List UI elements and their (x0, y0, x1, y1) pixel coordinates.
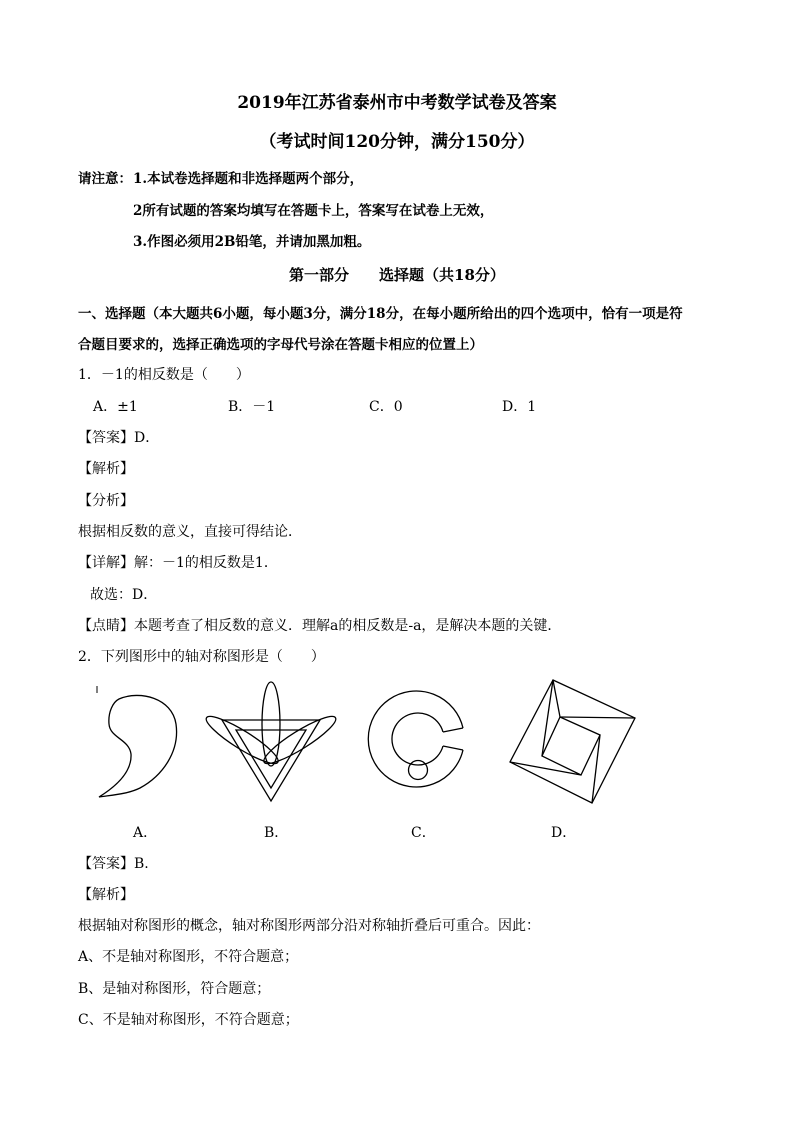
figure-label-b: B． (264, 825, 289, 841)
q2-analysis-label: 【解析】 (78, 887, 134, 903)
notice-item-1: 1.本试卷选择题和非选择题两个部分， (133, 171, 364, 187)
part-heading: 第一部分 选择题（共18分） (289, 266, 505, 284)
figure-c-ring-circle (368, 688, 472, 792)
q1-option-c: C．0 (369, 399, 403, 415)
q1-option-a: A．±1 (93, 399, 138, 415)
q1-choice: 故选：D． (90, 587, 158, 603)
q1-analysis-label: 【解析】 (78, 461, 134, 477)
figure-d-square-pinwheel (508, 678, 638, 808)
q1-option-b: B．－1 (228, 399, 276, 415)
section-instructions-line1: 一、选择题（本大题共6小题，每小题3分，满分18分，在每小题所给出的四个选项中，恰有一项是符 (78, 306, 683, 322)
notice-item-2: 2所有试题的答案均填写在答题卡上，答案写在试卷上无效， (133, 203, 494, 219)
q1-fenxi-label: 【分析】 (78, 493, 134, 509)
notice-label: 请注意： (78, 171, 132, 187)
q1-stem: 1．－1的相反数是（ ） (78, 367, 250, 383)
q2-answer: 【答案】B. (78, 856, 149, 872)
q1-fenxi: 根据相反数的意义，直接可得结论． (78, 524, 302, 540)
figure-label-c: C． (411, 825, 436, 841)
figure-a-comma-shape (92, 684, 192, 814)
section-instructions-line2: 合题目要求的，选择正确选项的字母代号涂在答题卡相应的位置上） (78, 337, 483, 353)
notice-item-3: 3.作图必须用2B铅笔，并请加黑加粗。 (133, 234, 371, 250)
figure-label-d: D． (551, 825, 577, 841)
q1-comment: 【点睛】本题考查了相反数的意义．理解a的相反数是-a，是解决本题的关键． (78, 618, 562, 634)
q2-point-a: A、不是轴对称图形，不符合题意； (78, 949, 299, 965)
q2-analysis: 根据轴对称图形的概念，轴对称图形两部分沿对称轴折叠后可重合。因此： (78, 918, 540, 934)
q1-option-d: D．1 (502, 399, 537, 415)
q2-point-b: B、是轴对称图形，符合题意； (78, 981, 271, 997)
q2-point-c: C、不是轴对称图形，不符合题意； (78, 1012, 299, 1028)
page-title: 2019年江苏省泰州市中考数学试卷及答案 (237, 93, 557, 113)
figure-label-a: A． (133, 825, 158, 841)
q1-detail: 【详解】解：－1的相反数是1． (78, 555, 278, 571)
figure-b-triangle-ellipses (218, 680, 324, 805)
page-subtitle: （考试时间120分钟，满分150分） (259, 132, 535, 152)
q1-answer: 【答案】D． (78, 430, 160, 446)
q2-stem: 2．下列图形中的轴对称图形是（ ） (78, 649, 325, 665)
